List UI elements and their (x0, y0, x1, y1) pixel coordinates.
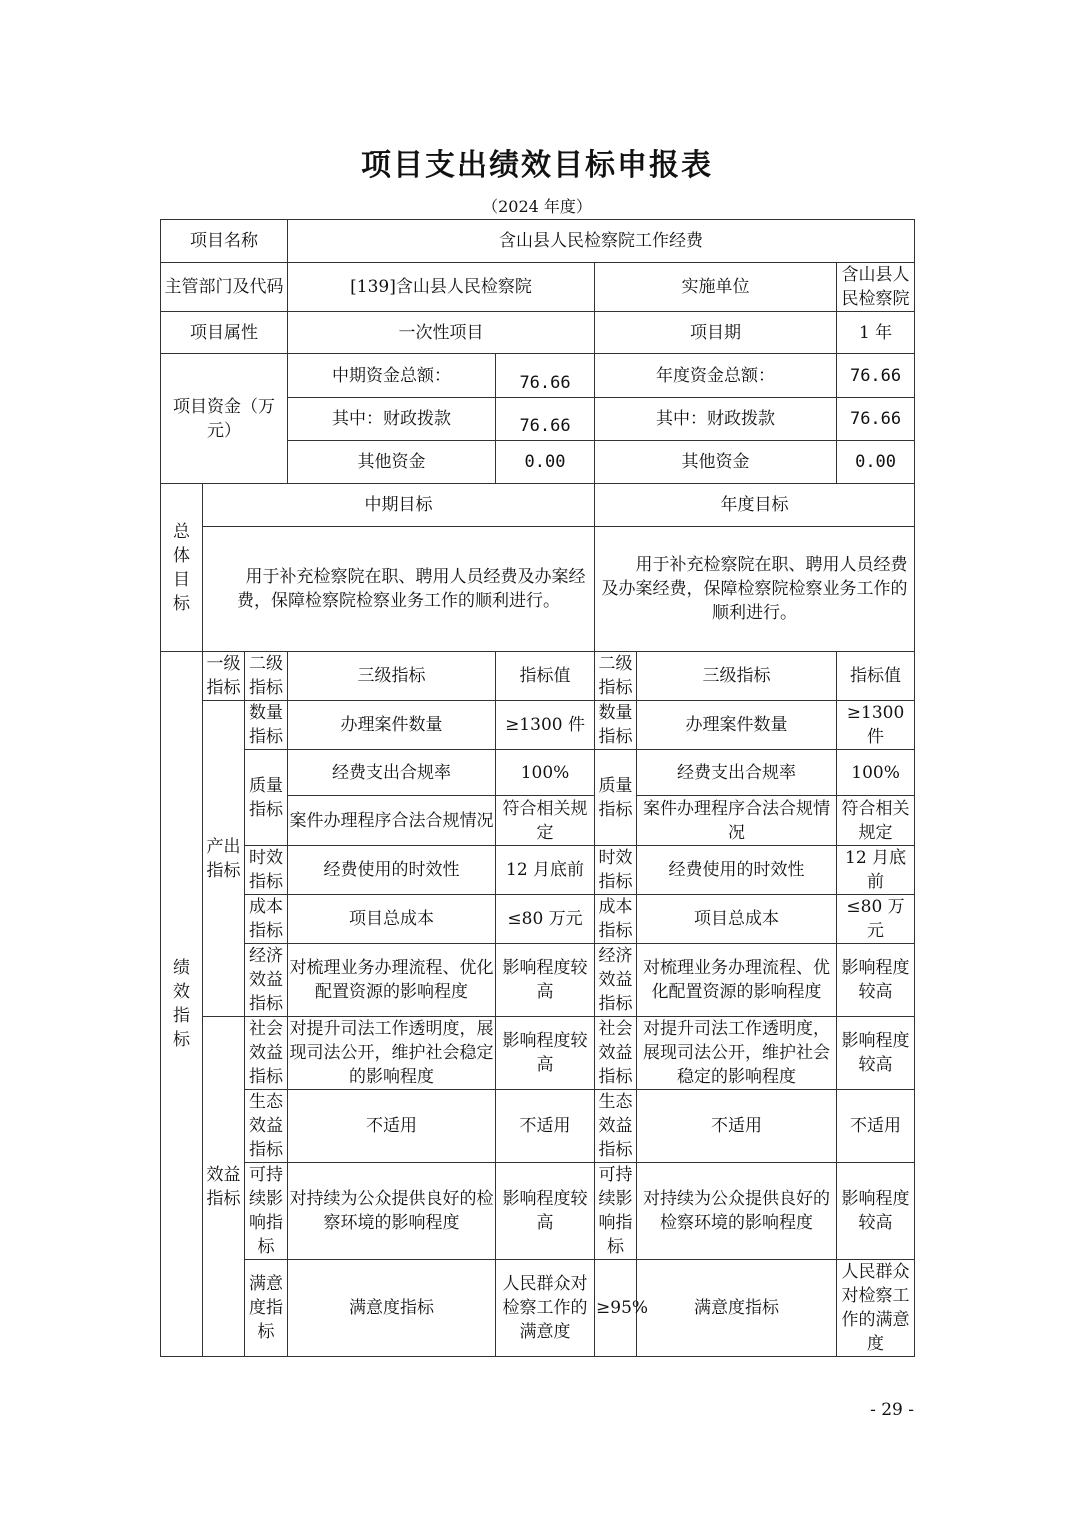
economic-l2-annual: 经济效益指标 (595, 944, 637, 1017)
mid-total-value: 76.66 (496, 354, 595, 398)
impl-value: 含山县人民检察院 (837, 263, 915, 312)
annual-fiscal-value: 76.66 (837, 398, 915, 441)
row-goals-text (161, 527, 915, 652)
row-timeliness (161, 846, 915, 895)
economic-l3-annual: 对梳理业务办理流程、优化配置资源的影响程度 (637, 944, 837, 1017)
satisfaction-value: ≥95% (595, 1260, 637, 1357)
mid-total-label: 中期资金总额： (288, 354, 496, 398)
annual-goals-text (595, 527, 915, 652)
header-level2: 二级指标 (245, 652, 288, 701)
quality1-value: 100% (496, 750, 595, 796)
header-level2-annual: 二级指标 (595, 652, 637, 701)
social-l3-annual: 对提升司法工作透明度，展现司法公开，维护社会稳定的影响程度 (637, 1017, 837, 1090)
project-name-label: 项目名称 (161, 220, 288, 263)
timeliness-value: 12 月底前 (496, 846, 595, 895)
annual-goals-text-content: 用于补充检察院在职、聘用人员经费及办案经费，保障检察院检察业务工作的顺利进行。 (601, 555, 908, 623)
quality2-l3: 案件办理程序合法合规情况 (288, 796, 496, 846)
satisfaction-l3-annual: 人民群众对检察工作的满意度 (837, 1260, 915, 1357)
overall-goals-label (161, 484, 203, 652)
mid-goals-text-content: 用于补充检察院在职、聘用人员经费及办案经费，保障检察院检察业务工作的顺利进行。 (237, 567, 586, 611)
output-indicator-label: 产出指标 (203, 701, 245, 1017)
row-ecological (161, 1090, 915, 1163)
header-level1: 一级指标 (203, 652, 245, 701)
indicators-label-text: 绩效指标 (173, 958, 190, 1050)
quality-l2: 质量指标 (245, 750, 288, 846)
header-level3: 三级指标 (288, 652, 496, 701)
cost-l2: 成本指标 (245, 895, 288, 944)
satisfaction-l2-annual: 满意度指标 (637, 1260, 837, 1357)
row-department (161, 263, 915, 312)
social-value: 影响程度较高 (496, 1017, 595, 1090)
row-satisfaction (161, 1260, 915, 1357)
mid-other-value: 0.00 (496, 441, 595, 484)
sustainable-l2-annual: 可持续影响指标 (595, 1163, 637, 1260)
economic-value: 影响程度较高 (496, 944, 595, 1017)
ecological-value: 不适用 (496, 1090, 595, 1163)
row-social (161, 1017, 915, 1090)
page-title: 项目支出绩效目标申报表 (361, 148, 713, 183)
timeliness-l2-annual: 时效指标 (595, 846, 637, 895)
quality1-value-annual: 100% (837, 750, 915, 796)
social-l2: 社会效益指标 (245, 1017, 288, 1090)
ecological-l3: 不适用 (288, 1090, 496, 1163)
impl-label: 实施单位 (595, 263, 837, 312)
mid-fiscal-value: 76.66 (496, 398, 595, 441)
mid-fiscal-label: 其中：财政拨款 (288, 398, 496, 441)
cost-l3: 项目总成本 (288, 895, 496, 944)
attr-value: 一次性项目 (288, 312, 595, 354)
quantity-l3-annual: 办理案件数量 (637, 701, 837, 750)
row-goals-header (161, 484, 915, 527)
page-number: - 29 - (870, 1400, 914, 1420)
ecological-value-annual: 不适用 (837, 1090, 915, 1163)
cost-l3-annual: 项目总成本 (637, 895, 837, 944)
social-l3: 对提升司法工作透明度，展现司法公开，维护社会稳定的影响程度 (288, 1017, 496, 1090)
period-value: 1 年 (837, 312, 915, 354)
cost-l2-annual: 成本指标 (595, 895, 637, 944)
dept-label: 主管部门及代码 (161, 263, 288, 312)
row-economic (161, 944, 915, 1017)
annual-total-label: 年度资金总额： (595, 354, 837, 398)
row-cost (161, 895, 915, 944)
row-quantity (161, 701, 915, 750)
header-level3-annual: 三级指标 (637, 652, 837, 701)
mid-goals-header: 中期目标 (203, 484, 595, 527)
quantity-l2-annual: 数量指标 (595, 701, 637, 750)
annual-other-value: 0.00 (837, 441, 915, 484)
ecological-l3-annual: 不适用 (637, 1090, 837, 1163)
benefit-indicator-label: 效益指标 (203, 1017, 245, 1357)
timeliness-l3: 经费使用的时效性 (288, 846, 496, 895)
quality1-l3: 经费支出合规率 (288, 750, 496, 796)
annual-total-value: 76.66 (837, 354, 915, 398)
satisfaction-l1: 满意度指标 (245, 1260, 288, 1357)
timeliness-l2: 时效指标 (245, 846, 288, 895)
sustainable-value-annual: 影响程度较高 (837, 1163, 915, 1260)
mid-goals-text (203, 527, 595, 652)
ecological-l2: 生态效益指标 (245, 1090, 288, 1163)
period-label: 项目期 (595, 312, 837, 354)
quality2-l3-annual: 案件办理程序合法合规情况 (637, 796, 837, 846)
funds-label: 项目资金（万元） (161, 354, 288, 484)
ecological-l2-annual: 生态效益指标 (595, 1090, 637, 1163)
row-quality-1 (161, 750, 915, 796)
sustainable-value: 影响程度较高 (496, 1163, 595, 1260)
satisfaction-l3: 人民群众对检察工作的满意度 (496, 1260, 595, 1357)
header-value-annual: 指标值 (837, 652, 915, 701)
overall-goals-label-text: 总体目标 (173, 521, 190, 614)
row-project-name (161, 220, 915, 263)
project-name-value: 含山县人民检察院工作经费 (288, 220, 915, 263)
social-value-annual: 影响程度较高 (837, 1017, 915, 1090)
header-value: 指标值 (496, 652, 595, 701)
sustainable-l2: 可持续影响指标 (245, 1163, 288, 1260)
annual-goals-header: 年度目标 (595, 484, 915, 527)
row-funds-total (161, 354, 915, 398)
economic-l3: 对梳理业务办理流程、优化配置资源的影响程度 (288, 944, 496, 1017)
year-subtitle: （2024 年度） (482, 197, 592, 216)
dept-value: [139]含山县人民检察院 (288, 263, 595, 312)
quantity-l2: 数量指标 (245, 701, 288, 750)
attr-label: 项目属性 (161, 312, 288, 354)
sustainable-l3: 对持续为公众提供良好的检察环境的影响程度 (288, 1163, 496, 1260)
performance-target-table (160, 219, 915, 1357)
timeliness-l3-annual: 经费使用的时效性 (637, 846, 837, 895)
row-attribute (161, 312, 915, 354)
quality2-value-annual: 符合相关规定 (837, 796, 915, 846)
quality1-l3-annual: 经费支出合规率 (637, 750, 837, 796)
quantity-l3: 办理案件数量 (288, 701, 496, 750)
economic-value-annual: 影响程度较高 (837, 944, 915, 1017)
annual-fiscal-label: 其中：财政拨款 (595, 398, 837, 441)
indicators-label (161, 652, 203, 1357)
row-indicators-header (161, 652, 915, 701)
cost-value-annual: ≤80 万元 (837, 895, 915, 944)
cost-value: ≤80 万元 (496, 895, 595, 944)
quantity-value: ≥1300 件 (496, 701, 595, 750)
mid-other-label: 其他资金 (288, 441, 496, 484)
row-sustainable (161, 1163, 915, 1260)
timeliness-value-annual: 12 月底前 (837, 846, 915, 895)
annual-other-label: 其他资金 (595, 441, 837, 484)
quantity-value-annual: ≥1300 件 (837, 701, 915, 750)
quality2-value: 符合相关规定 (496, 796, 595, 846)
satisfaction-l2: 满意度指标 (288, 1260, 496, 1357)
quality-l2-annual: 质量指标 (595, 750, 637, 846)
economic-l2: 经济效益指标 (245, 944, 288, 1017)
social-l2-annual: 社会效益指标 (595, 1017, 637, 1090)
sustainable-l3-annual: 对持续为公众提供良好的检察环境的影响程度 (637, 1163, 837, 1260)
